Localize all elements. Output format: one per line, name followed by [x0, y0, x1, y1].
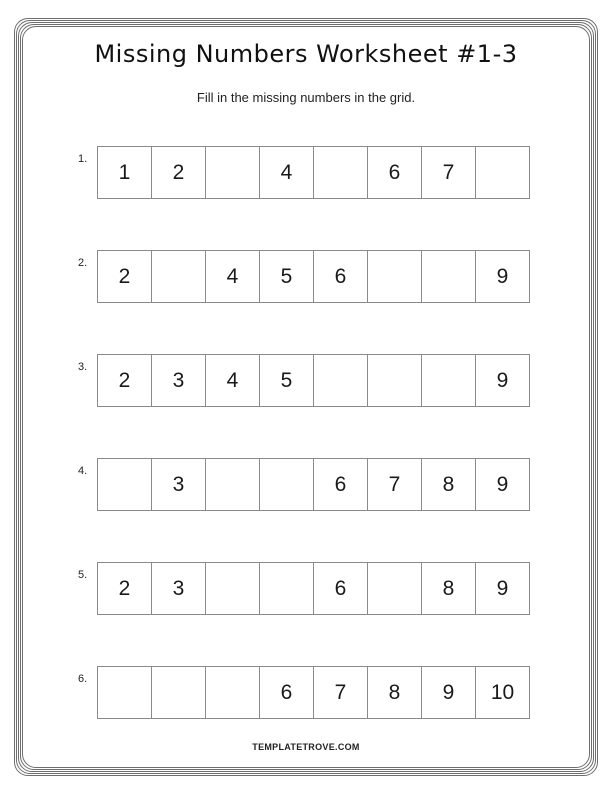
- blank-cell[interactable]: [314, 355, 368, 407]
- number-grid: [97, 354, 530, 407]
- number-cell: 2: [98, 355, 152, 407]
- number-cell: 4: [206, 251, 260, 303]
- number-cell: 8: [422, 563, 476, 615]
- blank-cell[interactable]: [206, 459, 260, 511]
- problem-number: 1.: [78, 153, 88, 165]
- number-grid: [97, 666, 530, 719]
- number-grid: [97, 250, 530, 303]
- blank-cell[interactable]: [476, 147, 530, 199]
- number-cell: 9: [476, 251, 530, 303]
- number-grid: [97, 146, 530, 199]
- blank-cell[interactable]: [314, 147, 368, 199]
- number-cell: 6: [260, 667, 314, 719]
- problem-number: 5.: [78, 569, 88, 581]
- number-cell: 7: [368, 459, 422, 511]
- blank-cell[interactable]: [422, 355, 476, 407]
- number-cell: 3: [152, 459, 206, 511]
- blank-cell[interactable]: [206, 667, 260, 719]
- number-cell: 2: [98, 563, 152, 615]
- problem-number: 3.: [78, 361, 88, 373]
- blank-cell[interactable]: [98, 459, 152, 511]
- blank-cell[interactable]: [206, 147, 260, 199]
- instructions: Fill in the missing numbers in the grid.: [196, 90, 416, 105]
- number-grid: [97, 562, 530, 615]
- number-cell: 10: [476, 667, 530, 719]
- blank-cell[interactable]: [260, 459, 314, 511]
- number-grid: [97, 458, 530, 511]
- blank-cell[interactable]: [98, 667, 152, 719]
- number-cell: 7: [314, 667, 368, 719]
- number-cell: 4: [206, 355, 260, 407]
- problem-number: 6.: [78, 673, 88, 685]
- number-cell: 9: [476, 459, 530, 511]
- number-cell: 5: [260, 251, 314, 303]
- worksheet-title: Missing Numbers Worksheet #1-3: [94, 40, 518, 68]
- number-cell: 3: [152, 563, 206, 615]
- number-cell: 5: [260, 355, 314, 407]
- number-cell: 2: [98, 251, 152, 303]
- number-cell: 2: [152, 147, 206, 199]
- blank-cell[interactable]: [368, 251, 422, 303]
- number-cell: 4: [260, 147, 314, 199]
- number-cell: 8: [422, 459, 476, 511]
- blank-cell[interactable]: [206, 563, 260, 615]
- problem-number: 4.: [78, 465, 88, 477]
- blank-cell[interactable]: [368, 563, 422, 615]
- number-cell: 6: [314, 563, 368, 615]
- blank-cell[interactable]: [368, 355, 422, 407]
- number-cell: 6: [314, 251, 368, 303]
- number-cell: 6: [314, 459, 368, 511]
- blank-cell[interactable]: [422, 251, 476, 303]
- blank-cell[interactable]: [152, 251, 206, 303]
- number-cell: 9: [476, 355, 530, 407]
- number-cell: 7: [422, 147, 476, 199]
- blank-cell[interactable]: [260, 563, 314, 615]
- number-cell: 9: [422, 667, 476, 719]
- number-cell: 1: [98, 147, 152, 199]
- number-cell: 9: [476, 563, 530, 615]
- number-cell: 6: [368, 147, 422, 199]
- blank-cell[interactable]: [152, 667, 206, 719]
- problem-number: 2.: [78, 257, 88, 269]
- number-cell: 8: [368, 667, 422, 719]
- footer-brand: TEMPLATETROVE.COM: [252, 742, 360, 752]
- number-cell: 3: [152, 355, 206, 407]
